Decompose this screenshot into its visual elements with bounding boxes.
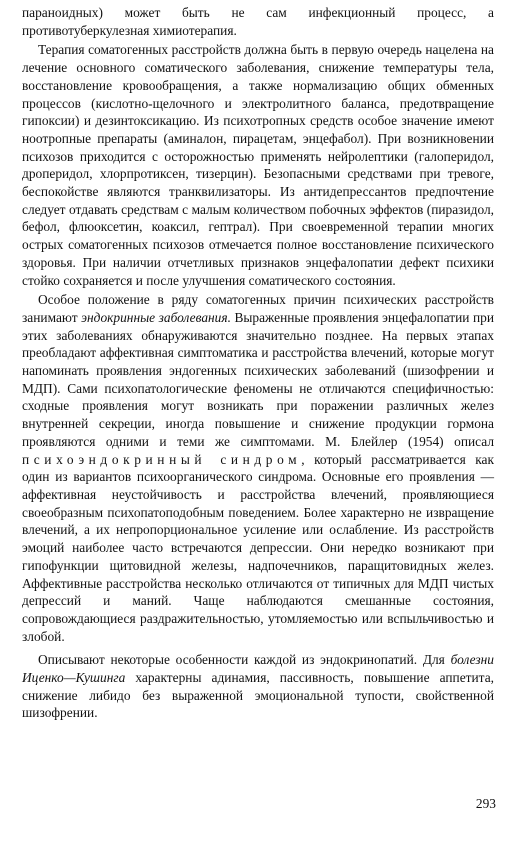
- page-number: 293: [475, 796, 496, 811]
- italic-term: болезни Иценко—Кушинга: [22, 652, 494, 686]
- text-segment: , который рассматривается как один из вариантов психоорганического синдрома. Основные его проявления — аффективная неустойчивость и расстройства влечений, проявляющиеся своеобразным психопатоподобным поведением. Более характерно не извращение влечений, а их непропорциональное усиление или ослабление. Из расстройств эмоций наиболее часто встречаются депрессии. Они нередко возникают при гипофункции щитовидной железы, надпочечников, паращитовидных желез. Аффективные расстройства несколько отличаются от типичных для МДП чистых депрессий и маний. Чаще наблюдаются смешанные состояния, сопровождающиеся раздражительностью, утомляемостью или вспыльчивостью и злобой.: [22, 451, 494, 644]
- italic-term: эндокринные заболевания.: [81, 309, 231, 325]
- paragraph-1: [22, 41, 494, 289]
- text-segment: Особое положение в ряду соматогенных причин психических расстройств занимают: [22, 292, 494, 325]
- text-segment: Терапия соматогенных расстройств должна быть в первую очередь нацелена на лечение основного соматического заболевания, снижение температуры тела, восстановление кровообращения, а также нормализацию общих обменных процессов (кислотно-щелочного и электролитного баланса, предотвращение гипоксии) и дезинтоксикацию. Из психотропных средств особое значение имеют ноотропные препараты (аминалон, пирацетам, энцефабол). При возникновении психозов приходится с осторожностью применять нейролептики (галоперидол, дроперидол, хлорпротиксен, тизерцин). Безопасными средствами при тревоге, беспокойстве являются транквилизаторы. Из антидепрессантов предпочтение следует отдавать средствам с малым количеством побочных эффектов (пиразидол, бефол, флюоксетин, коаксил, гептрал). При своевременной терапии многих острых соматогенных психозов отмечается полное восстановление психического здоровья. При наличии отчетливых признаков энцефалопатии дефект психики стойко сохраняется и после улучшения соматического состояния.: [22, 42, 494, 288]
- paragraph-0: [22, 4, 494, 39]
- spaced-term: психоэндокринный синдром: [22, 451, 302, 467]
- paragraph-3: [22, 651, 494, 722]
- text-segment: параноидных) может быть не сам инфекционный процесс, а противотуберкулезная химиотерапия.: [22, 5, 494, 38]
- text-segment: Выраженные проявления энцефалопатии при этих заболеваниях обнаруживаются значительно позднее. На первых этапах преобладают аффективная симптоматика и расстройства влечений, которые могут напоминать проявления эндогенных психических заболеваний (шизофрении и МДП). Сами психопатологические феномены не отличаются специфичностью: сходные проявления могут возникать при поражении различных желез внутренней секреции, иногда повышение и снижение продукции гормона проявляются одними и теми же симптомами. М. Блейлер (1954) описал: [22, 309, 494, 449]
- text-segment: Описывают некоторые особенности каждой из эндокринопатий. Для: [38, 652, 451, 668]
- text-segment: характерны адинамия, пассивность, повышение аппетита, снижение либидо без выраженной эмоциональной тупости, свойственной шизофрении.: [22, 670, 494, 721]
- book-page-text: [22, 4, 494, 722]
- paragraph-2: [22, 291, 494, 645]
